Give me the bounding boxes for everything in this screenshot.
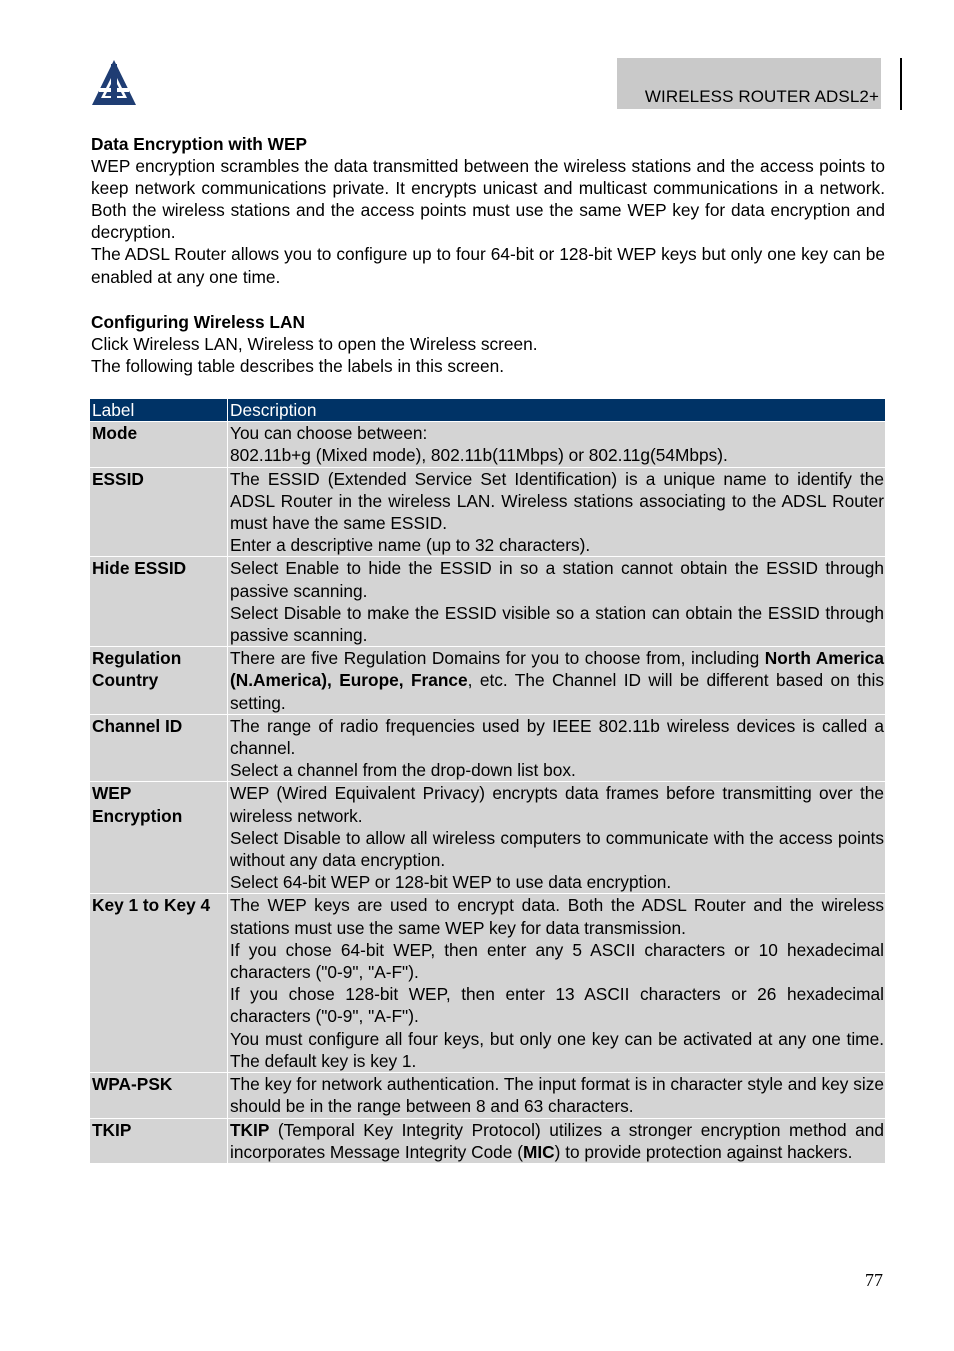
- brand-logo-icon: [90, 58, 138, 106]
- page-number: 77: [865, 1270, 883, 1290]
- row-label: Hide ESSID: [90, 557, 228, 647]
- row-label: Key 1 to Key 4: [90, 894, 228, 1073]
- description-line: The range of radio frequencies used by IEEE 802.11b wireless devices is called a channel.: [230, 715, 884, 759]
- description-bold: MIC: [522, 1141, 555, 1162]
- description-line: Enter a descriptive name (up to 32 characters).: [230, 535, 591, 556]
- description-line: The ESSID (Extended Service Set Identification) is a unique name to identify the ADSL Router in the wireless LAN. Wireless stations associating to the ADSL Router must have the same ESSID.: [230, 468, 884, 534]
- paragraph-click-instruction: Click Wireless LAN, Wireless to open the Wireless screen.: [91, 334, 538, 354]
- description-line: You must configure all four keys, but only one key can be activated at any one time. The default key is key 1.: [230, 1028, 884, 1071]
- table-row: [90, 467, 886, 557]
- header-banner: [617, 58, 881, 109]
- section-heading-wireless-lan: Configuring Wireless LAN: [91, 312, 305, 332]
- table-row: [90, 782, 886, 894]
- description-line: Select 64-bit WEP or 128-bit WEP to use data encryption.: [230, 872, 672, 893]
- description-line: 802.11b+g (Mixed mode), 802.11b(11Mbps) or 802.11g(54Mbps).: [230, 445, 728, 466]
- row-label: TKIP: [90, 1118, 228, 1163]
- description-text: There are five Regulation Domains for you to choose from, including: [230, 648, 765, 669]
- table-row: [90, 1073, 886, 1118]
- description-text: , etc. The Channel ID will be different based on this setting.: [230, 670, 885, 713]
- table-row: [90, 1118, 886, 1163]
- row-label: Channel ID: [90, 714, 228, 782]
- row-description: [228, 782, 886, 894]
- column-header-label: Label: [90, 399, 228, 422]
- label-description-table: [89, 398, 886, 1164]
- description-line: WEP (Wired Equivalent Privacy) encrypts data frames before transmitting over the wireless network.: [230, 783, 884, 826]
- row-description: [228, 467, 886, 557]
- row-description: [228, 1073, 886, 1118]
- row-label: ESSID: [90, 467, 228, 557]
- table-header-row: [90, 399, 886, 422]
- spacer: [91, 289, 885, 311]
- table-row: [90, 557, 886, 647]
- paragraph-wep-keys: The ADSL Router allows you to configure up to four 64-bit or 128-bit WEP keys but only one key can be enabled at any one time.: [91, 244, 885, 287]
- row-description: [228, 1118, 886, 1163]
- section-heading-wep: Data Encryption with WEP: [91, 134, 308, 154]
- description-line: The key for network authentication. The input format is in character style and key size should be in the range between 8 and 63 characters.: [230, 1074, 884, 1117]
- column-header-description: Description: [228, 399, 886, 422]
- paragraph-table-intro: The following table describes the labels in this screen.: [91, 356, 505, 376]
- row-description: [228, 894, 886, 1073]
- header-title: WIRELESS ROUTER ADSL2+: [644, 87, 879, 106]
- table-row: [90, 647, 886, 715]
- row-label: Mode: [90, 422, 228, 467]
- description-line: Select Disable to allow all wireless computers to communicate with the access points without any data encryption.: [230, 827, 884, 871]
- description-line: The WEP keys are used to encrypt data. Both the ADSL Router and the wireless stations must use the same WEP key for data transmission.: [230, 895, 884, 938]
- row-description: [228, 647, 886, 715]
- description-line: Select a channel from the drop-down list box.: [230, 760, 576, 781]
- description-text: ) to provide protection against hackers.: [554, 1141, 853, 1162]
- table-row: [90, 714, 886, 782]
- row-description: [228, 714, 886, 782]
- document-body: [91, 133, 885, 377]
- paragraph-wep-description: WEP encryption scrambles the data transmitted between the wireless stations and the access points to keep network communications private. It encrypts unicast and multicast communications in a network. Both the wireless stations and the access points must use the same WEP key for data encryption and decryption.: [91, 156, 885, 242]
- header-divider: [900, 58, 902, 110]
- description-line: If you chose 128-bit WEP, then enter 13 ASCII characters or 26 hexadecimal characters ("0-9", "A-F").: [230, 984, 884, 1027]
- description-line: You can choose between:: [230, 423, 428, 444]
- table-row: [90, 422, 886, 467]
- row-description: [228, 422, 886, 467]
- description-bold: North America (N.America), Europe, France: [230, 648, 884, 691]
- description-line: If you chose 64-bit WEP, then enter any 5 ASCII characters or 10 hexadecimal characters ("0-9", "A-F").: [230, 939, 884, 983]
- row-label: WPA-PSK: [90, 1073, 228, 1118]
- row-label: WEP Encryption: [90, 782, 228, 894]
- table-row: [90, 894, 886, 1073]
- description-line: Select Disable to make the ESSID visible so a station can obtain the ESSID through passive scanning.: [230, 602, 884, 646]
- description-line: Select Enable to hide the ESSID in so a station cannot obtain the ESSID through passive scanning.: [230, 558, 884, 601]
- description-bold: TKIP: [230, 1119, 270, 1140]
- row-description: [228, 557, 886, 647]
- description-text: (Temporal Key Integrity Protocol) utilizes a stronger encryption method and incorporates Message Integrity Code (: [230, 1119, 884, 1162]
- row-label: Regulation Country: [90, 647, 228, 715]
